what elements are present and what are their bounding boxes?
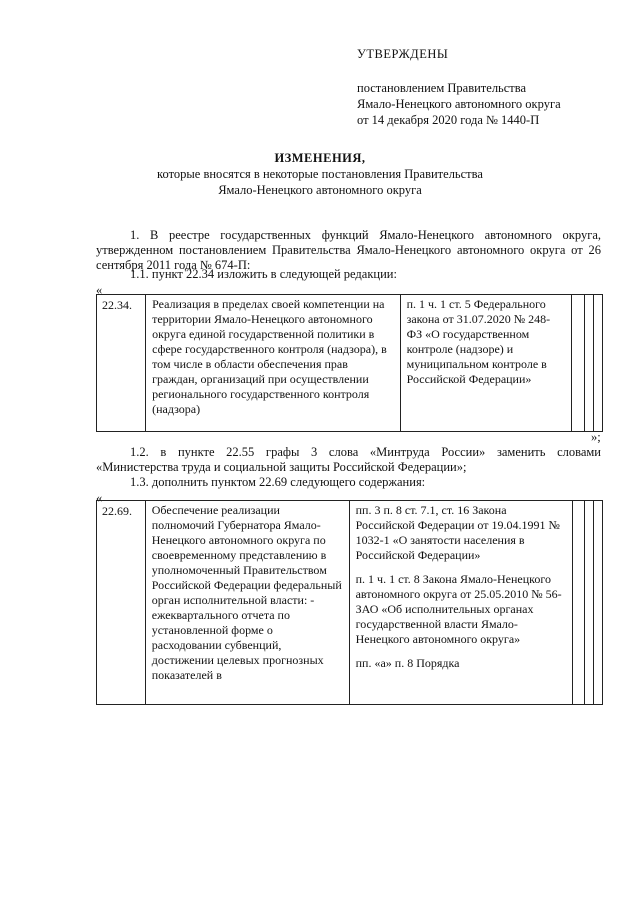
register-table-22-34: [96, 294, 603, 432]
item-description: Обеспечение реализации полномочий Губернатора Ямало-Ненецкого автономного округа по своевременному представлению в уполномоченный Правительством Российской Федерации федеральный орган исполнительной власти: - ежеквартального отчета по установленной форме о расходовании субвенций, достижении целевых прогнозных показателей в: [145, 501, 349, 705]
approval-line-2: Ямало-Ненецкого автономного округа: [357, 97, 561, 111]
empty-cell: [594, 501, 603, 705]
item-number: 22.69.: [97, 501, 146, 705]
paragraph-1: 1. В реестре государственных функций Ямало-Ненецкого автономного округа, утвержденном постановлением Правительства Ямало-Ненецкого автономного округа от 26 сентября 2011 года № 674-П:: [96, 228, 601, 272]
paragraph-1-1: 1.1. пункт 22.34 изложить в следующей редакции:: [130, 267, 397, 281]
legal-basis-2: п. 1 ч. 1 ст. 8 Закона Ямало-Ненецкого автономного округа от 25.05.2010 № 56-ЗАО «Об исполнительных органах государственной власти Ямало-Ненецкого автономного округа»: [355, 572, 562, 646]
title-main: ИЗМЕНЕНИЯ,: [274, 151, 366, 165]
item-legal-basis: [349, 501, 572, 705]
item-description: Реализация в пределах своей компетенции на территории Ямало-Ненецкого автономного округа единой государственной политики в сфере государственного контроля (надзора), в том числе в области обеспечения прав граждан, организаций при осуществлении регионального государственного контроля (надзора): [146, 295, 401, 432]
approval-block: [357, 46, 561, 128]
empty-cell: [584, 295, 593, 432]
item-number: 22.34.: [97, 295, 146, 432]
approval-heading: УТВЕРЖДЕНЫ: [357, 47, 449, 61]
open-quote-2: «: [96, 491, 103, 505]
empty-cell: [585, 501, 594, 705]
close-quote: »;: [591, 430, 601, 444]
item-legal-basis: п. 1 ч. 1 ст. 5 Федерального закона от 31.07.2020 № 248-ФЗ «О государственном контроле (надзоре) и муниципальном контроле в Российской Федерации»: [400, 295, 571, 432]
register-table-22-69: [96, 500, 603, 705]
empty-cell: [571, 295, 584, 432]
empty-cell: [593, 295, 602, 432]
approval-line-3: от 14 декабря 2020 года № 1440-П: [357, 113, 540, 127]
approval-line-1: постановлением Правительства: [357, 81, 527, 95]
paragraph-1-3: 1.3. дополнить пунктом 22.69 следующего содержания:: [130, 475, 426, 489]
empty-cell: [572, 501, 585, 705]
legal-basis-1: пп. 3 п. 8 ст. 7.1, ст. 16 Закона Российской Федерации от 19.04.1991 № 1032-1 «О занятости населения в Российской Федерации»: [355, 503, 560, 562]
table-row: [97, 295, 603, 432]
legal-basis-3: пп. «а» п. 8 Порядка: [355, 656, 460, 670]
table-row: [97, 501, 603, 705]
title-line-1: которые вносятся в некоторые постановления Правительства: [157, 167, 483, 181]
document-title: [0, 150, 640, 198]
paragraph-1-2: 1.2. в пункте 22.55 графы 3 слова «Минтруда России» заменить словами «Министерства труда и социальной защиты Российской Федерации»;: [96, 445, 601, 474]
open-quote-1: «: [96, 283, 103, 297]
title-line-2: Ямало-Ненецкого автономного округа: [218, 183, 422, 197]
